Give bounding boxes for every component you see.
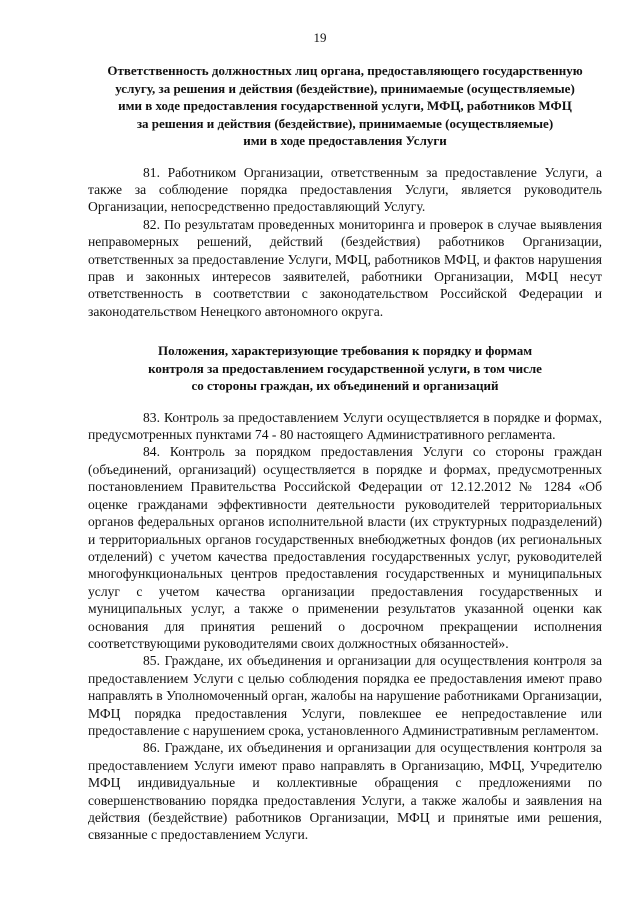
paragraph-86: 86. Граждане, их объединения и организации для осуществления контроля за предоставлением Услуги имеют право направлять в Организацию, МФЦ, Учредителю МФЦ индивидуальные и коллективные обращения с предложениями по совершенствованию порядка предоставления Услуги, а также жалобы и заявления на действия (бездействие) работников Организации, МФЦ и принятые ими решения, связанные с предоставлением Услуги.	[88, 740, 602, 843]
heading-line: ими в ходе предоставления Услуги	[243, 133, 447, 148]
heading-line: Положения, характеризующие требования к порядку и формам	[157, 343, 533, 359]
heading-line: Ответственность должностных лиц органа, предоставляющего государственную	[107, 63, 583, 78]
paragraph-81: 81. Работником Организации, ответственным за предоставление Услуги, а также за соблюдение порядка предоставления Услуги, является руководитель Организации, непосредственно предоставляющий Услугу.	[88, 164, 602, 215]
paragraph-85: 85. Граждане, их объединения и организации для осуществления контроля за предоставлением Услуги с целью соблюдения порядка ее предоставления имеют право направлять в Уполномоченный орган, жалобы на нарушение работниками Организации, МФЦ порядка предоставления Услуги, повлекшее ее непредоставление или предоставление с нарушением срока, установленного Административным регламентом.	[88, 653, 602, 738]
paragraph-82: 82. По результатам проведенных мониторинга и проверок в случае выявления неправомерных решений, действий (бездействия) работников Организации, ответственных за предоставление Услуги, МФЦ, работников МФЦ, и фактов нарушения прав и законных интересов заявителей, работники Организации, МФЦ несут ответственность в соответствии с законодательством Российской Федерации и законодательством Ненецкого автономного округа.	[88, 216, 602, 319]
heading-line: за решения и действия (бездействие), принимаемые (осуществляемые)	[136, 115, 554, 131]
paragraph-84: 84. Контроль за порядком предоставления Услуги со стороны граждан (объединений, организаций) осуществляется в порядке и формах, предусмотренных постановлением Правительства Российской Федерации от 12.12.2012 № 1284 «Об оценке гражданами эффективности деятельности руководителей территориальных органов федеральных органов исполнительной власти (их структурных подразделений) и территориальных органов государственных внебюджетных фондов (их региональных отделений) с учетом качества предоставления государственных услуг, руководителей многофункциональных центров предоставления государственных и муниципальных услуг с учетом качества организации предоставления государственных и муниципальных услуг, а также о применении результатов указанной оценки как основания для принятия решений о досрочном прекращении исполнения соответствующими руководителями своих должностных обязанностей».	[88, 444, 602, 651]
section-heading-responsibility	[88, 62, 602, 150]
heading-line: со стороны граждан, их объединений и организаций	[191, 378, 499, 394]
page-content	[88, 62, 602, 844]
page-number: 19	[313, 30, 327, 45]
heading-line: ими в ходе предоставления государственной услуги, МФЦ, работников МФЦ	[118, 98, 572, 113]
heading-line: услугу, за решения и действия (бездействие), принимаемые (осуществляемые)	[115, 80, 575, 96]
section-heading-control	[88, 342, 602, 395]
paragraph-83: 83. Контроль за предоставлением Услуги осуществляется в порядке и формах, предусмотренных пунктами 74 - 80 настоящего Административного регламента.	[88, 409, 602, 443]
heading-line: контроля за предоставлением государственной услуги, в том числе	[148, 360, 542, 376]
